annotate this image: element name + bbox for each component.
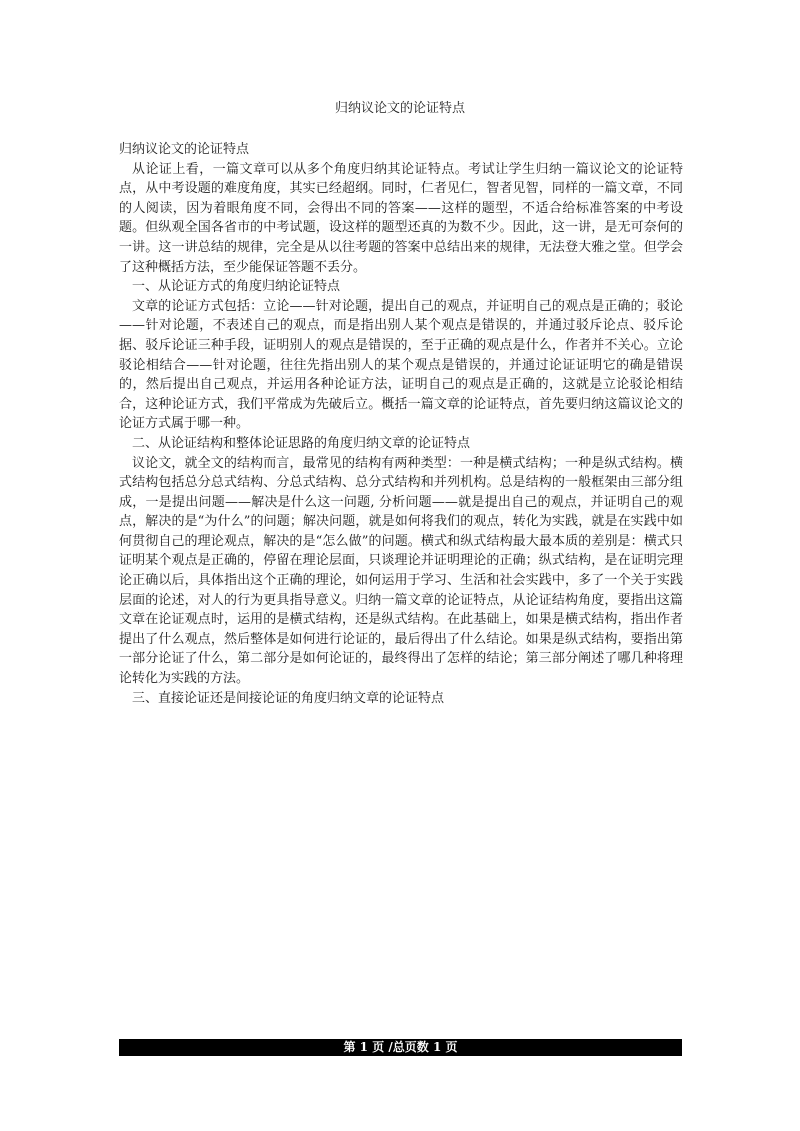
section-3-heading: 三、直接论证还是间接论证的角度归纳文章的论证特点 xyxy=(132,690,445,706)
section-2-heading: 二、从论证结构和整体论证思路的角度归纳文章的论证特点 xyxy=(132,435,471,451)
page-footer xyxy=(119,1039,682,1056)
section-2-paragraph: 议论文，就全文的结构而言，最常见的结构有两种类型：一种是横式结构；一种是纵式结构。横式结构包括总分总式结构、分总式结构、总分式结构和并列机构。总是结构的一般框架由三部分组成，一是提出问题——解决是什么这一问题, 分析问题——就是提出自己的观点，并证明自己的观点，解决的是“为什么”的问题；解决问题，就是如何将我们的观点，转化为实践，就是在实践中如何贯彻自己的理论观点，解决的是“怎么做”的问题。横式和纵式结构最大最本质的差别是：横式只证明某个观点是正确的，停留在理论层面，只谈理论并证明理论的正确；纵式结构，是在证明完理论正确以后，具体指出这个正确的理论，如何运用于学习、生活和社会实践中，多了一个关于实践层面的论述，对人的行为更具指导意义。归纳一篇文章的论证特点，从论证结构角度，要指出这篇文章在论证观点时，运用的是横式结构，还是纵式结构。在此基础上，如果是横式结构，指出作者提出了什么观点，然后整体是如何进行论证的，最后得出了什么结论。如果是纵式结构，要指出第一部分论证了什么，第二部分是如何论证的，最终得出了怎样的结论；第三部分阐述了哪几种将理论转化为实践的方法。 xyxy=(119,455,683,687)
section-1-heading: 一、从论证方式的角度归纳论证特点 xyxy=(132,279,341,295)
document-title: 归纳议论文的论证特点 xyxy=(334,101,465,116)
document-heading: 归纳议论文的论证特点 xyxy=(119,142,250,157)
intro-paragraph: 从论证上看，一篇文章可以从多个角度归纳其论证特点。考试让学生归纳一篇议论文的论证特点，从中考设题的难度角度，其实已经超纲。同时，仁者见仁，智者见智，同样的一篇文章，不同的人阅读，因为着眼角度不同，会得出不同的答案——这样的题型，不适合给标准答案的中考设题。但纵观全国各省市的中考试题，设这样的题型还真的为数不少。因此，这一讲，是无可奈何的一讲。这一讲总结的规律，完全是从以往考题的答案中总结出来的规律，无法登大雅之堂。但学会了这种概括方法，至少能保证答题不丢分。 xyxy=(119,161,683,275)
section-1-paragraph: 文章的论证方式包括：立论——针对论题，提出自己的观点，并证明自己的观点是正确的；驳论——针对论题，不表述自己的观点，而是指出别人某个观点是错误的，并通过驳斥论点、驳斥论据、驳斥论证三种手段，证明别人的观点是错误的，至于正确的观点是什么，作者并不关心。立论驳论相结合——针对论题，往往先指出别人的某个观点是错误的，并通过论证证明它的确是错误的，然后提出自己观点，并运用各种论证方法，证明自己的观点是正确的，这就是立论驳论相结合，这种论证方式，我们平常成为先破后立。概括一篇文章的论证特点，首先要归纳这篇议论文的论证方式属于哪一种。 xyxy=(119,298,683,432)
document-body xyxy=(119,140,683,708)
page-number-label: 第 1 页 /总页数 1 页 xyxy=(343,1040,458,1054)
